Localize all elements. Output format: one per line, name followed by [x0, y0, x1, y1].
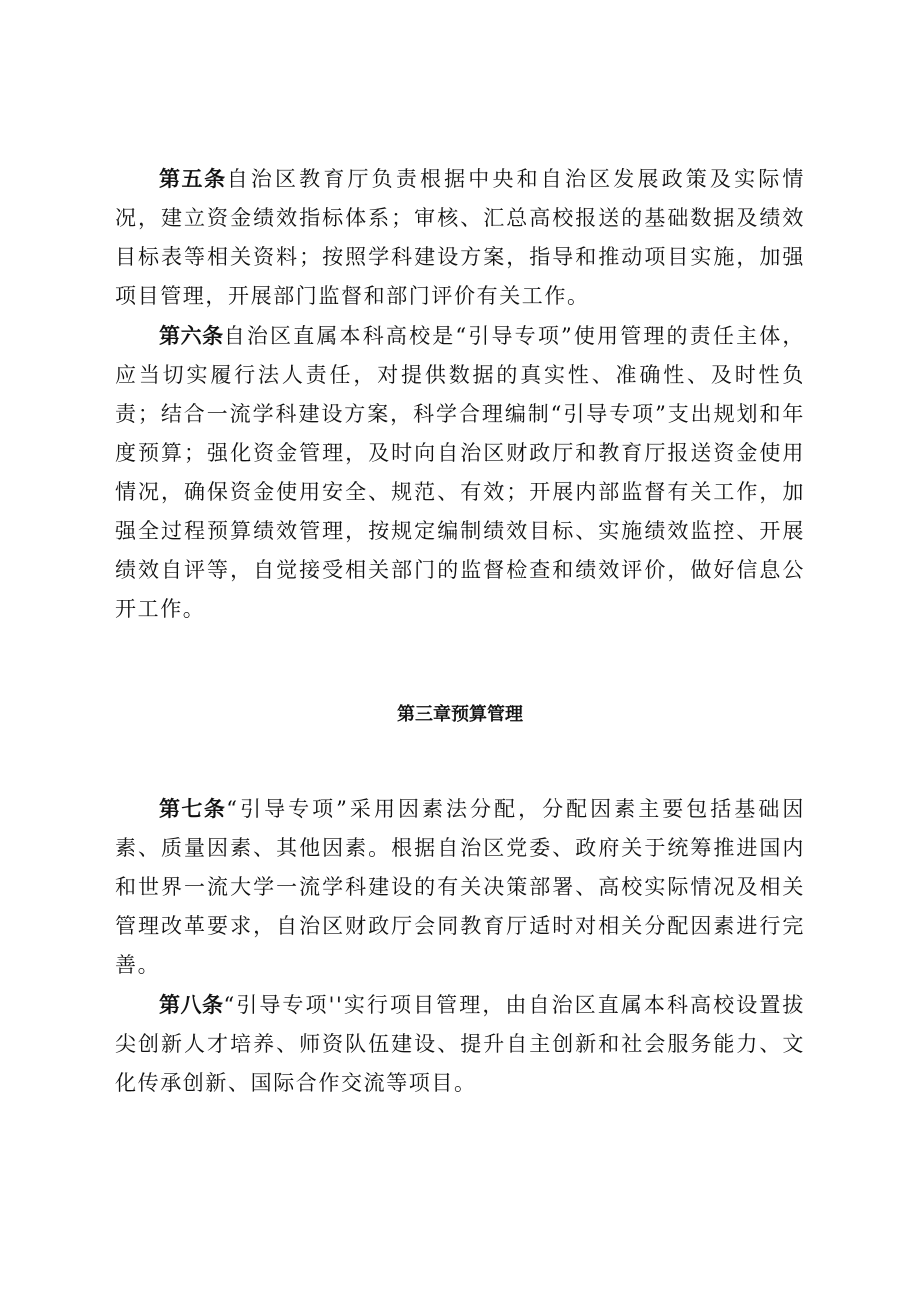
article-label: 第六条 [159, 324, 224, 348]
article-label: 第五条 [159, 167, 227, 191]
article-text: “引导专项''实行项目管理，由自治区直属本科高校设置拔尖创新人才培养、师资队伍建设、提升自主创新和社会服务能力、文化传承创新、国际合作交流等项目。 [115, 993, 805, 1095]
article-6 [115, 317, 805, 629]
article-8 [115, 986, 805, 1103]
article-5 [115, 160, 805, 316]
article-text: 自治区教育厅负责根据中央和自治区发展政策及实际情况，建立资金绩效指标体系；审核、汇总高校报送的基础数据及绩效目标表等相关资料；按照学科建设方案，指导和推动项目实施，加强项目管理，开展部门监督和部门评价有关工作。 [115, 167, 805, 308]
article-label: 第七条 [159, 797, 227, 821]
article-text: “引导专项”采用因素法分配，分配因素主要包括基础因素、质量因素、其他因素。根据自治区党委、政府关于统筹推进国内和世界一流大学一流学科建设的有关决策部署、高校实际情况及相关管理改革要求，自治区财政厅会同教育厅适时对相关分配因素进行完善。 [115, 797, 805, 977]
article-text: 自治区直属本科高校是“引导专项”使用管理的责任主体，应当切实履行法人责任，对提供数据的真实性、准确性、及时性负责；结合一流学科建设方案，科学合理编制“引导专项”支出规划和年度预算；强化资金管理，及时向自治区财政厅和教育厅报送资金使用情况，确保资金使用安全、规范、有效；开展内部监督有关工作，加强全过程预算绩效管理，按规定编制绩效目标、实施绩效监控、开展绩效自评等，自觉接受相关部门的监督检查和绩效评价，做好信息公开工作。 [115, 324, 806, 621]
chapter-title: 第三章预算管理 [397, 704, 523, 725]
article-7 [115, 790, 805, 985]
article-label: 第八条 [159, 993, 224, 1017]
